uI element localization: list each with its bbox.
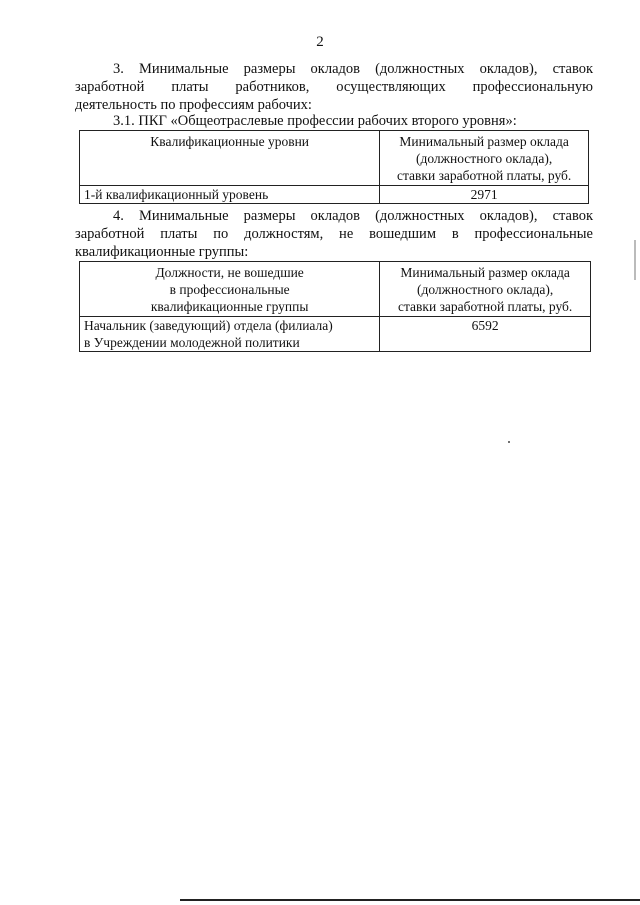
cell-amount: 6592 xyxy=(380,317,591,352)
table-header-row xyxy=(80,262,591,317)
section-4-paragraph xyxy=(75,207,593,261)
header-line: квалификационные группы xyxy=(150,299,309,314)
cell-position xyxy=(80,317,380,352)
position-line: в Учреждении молодежной политики xyxy=(84,335,300,350)
scan-edge-mark xyxy=(634,240,636,280)
scan-speck xyxy=(508,441,510,443)
header-line: ставки заработной платы, руб. xyxy=(397,168,572,183)
header-line: Минимальный размер оклада xyxy=(400,265,570,280)
section-3-paragraph xyxy=(75,60,593,114)
header-positions xyxy=(80,262,380,317)
header-line: (должностного оклада), xyxy=(417,282,554,297)
table-positions xyxy=(79,261,591,352)
paragraph-line: деятельность по профессиям рабочих: xyxy=(75,97,312,113)
section-3-1-title: 3.1. ПКГ «Общеотраслевые профессии рабочих второго уровня»: xyxy=(113,113,517,129)
page-number: 2 xyxy=(316,34,324,50)
header-qualification-levels: Квалификационные уровни xyxy=(80,131,380,186)
table-qualification-levels xyxy=(79,130,589,204)
table-row xyxy=(80,186,589,204)
header-min-salary xyxy=(380,262,591,317)
header-line: ставки заработной платы, руб. xyxy=(398,299,573,314)
bottom-rule xyxy=(180,899,640,901)
cell-level: 1-й квалификационный уровень xyxy=(80,186,380,204)
paragraph-line: квалификационные группы: xyxy=(75,244,249,260)
table-row xyxy=(80,317,591,352)
position-line: Начальник (заведующий) отдела (филиала) xyxy=(84,318,333,333)
header-line: Должности, не вошедшие xyxy=(155,265,304,280)
paragraph-line: 4. Минимальные размеры окладов (должностных окладов), ставок xyxy=(113,208,593,224)
paragraph-line: 3. Минимальные размеры окладов (должностных окладов), ставок xyxy=(113,61,593,77)
header-line: в профессиональные xyxy=(169,282,290,297)
cell-amount: 2971 xyxy=(380,186,589,204)
paragraph-line: заработной платы по должностям, не вошедшим в профессиональные xyxy=(75,226,593,242)
table-header-row xyxy=(80,131,589,186)
header-line: Минимальный размер оклада xyxy=(399,134,569,149)
header-line: (должностного оклада), xyxy=(416,151,553,166)
paragraph-line: заработной платы работников, осуществляющих профессиональную xyxy=(75,79,593,95)
header-min-salary xyxy=(380,131,589,186)
